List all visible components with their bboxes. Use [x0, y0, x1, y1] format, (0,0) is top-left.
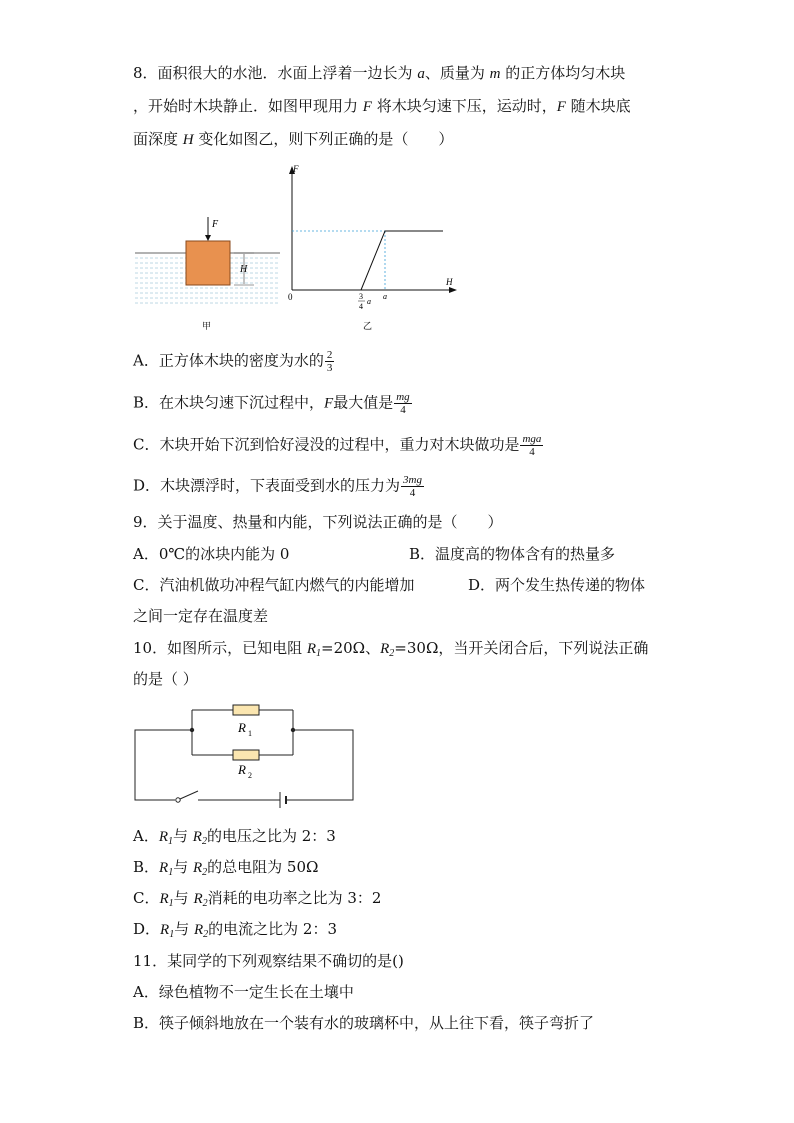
jia-label-F: F: [212, 219, 219, 230]
q9-option-c: C．汽油机做功冲程气缸内燃气的内能增加: [133, 576, 415, 594]
label-r2-sub: 2: [248, 771, 252, 780]
q10-option-a: A．$R_1$与 $R_2$的电压之比为 2：3: [133, 827, 336, 847]
fraction: $\frac{2}{3}$: [326, 349, 333, 374]
jia-caption: 甲: [202, 321, 212, 331]
tick-frac-var: a: [367, 297, 371, 306]
tick-frac-num: 3: [359, 292, 363, 301]
q11-option-a: A．绿色植物不一定生长在土壤中: [133, 983, 354, 1001]
q10-stem-line2: 的是（ ）: [133, 670, 198, 688]
figure-jia: [130, 205, 285, 335]
label-r1-sub: 1: [248, 729, 252, 738]
switch-lever: [180, 791, 198, 799]
resistor-r2: [233, 750, 259, 760]
q8-option-c: C．木块开始下沉到恰好浸没的过程中，重力对木块做功是 $\frac{\text{mga}}{4}$: [133, 433, 542, 458]
q10-option-c: C．$R_1$与 $R_2$消耗的电功率之比为 3：2: [133, 889, 382, 909]
q8-option-b: B．在木块匀速下沉过程中，F最大值是 $\frac{mg}{4}$: [133, 391, 410, 416]
q8-stem-line2: ，开始时木块静止．如图甲现用力 F 将木块匀速下压，运动时，F 随木块底: [133, 97, 631, 115]
fraction: $\frac{\text{mga}}{4}$: [522, 433, 542, 458]
label-r2: R: [238, 762, 246, 777]
q8-option-a: A．正方体木块的密度为水的 $\frac{2}{3}$: [133, 349, 333, 374]
q8-stem-line1: 8．面积很大的水池．水面上浮着一边长为 a、质量为 m 的正方体均匀木块: [133, 64, 626, 82]
fraction: $\frac{mg}{4}$: [396, 391, 410, 416]
q11-stem: 11．某同学的下列观察结果不确切的是(): [133, 952, 404, 970]
wire-right-top: [290, 730, 353, 800]
q10-option-d: D．$R_1$与 $R_2$的电流之比为 2：3: [133, 920, 338, 940]
q9-stem: 9．关于温度、热量和内能，下列说法正确的是（ ）: [133, 513, 503, 531]
q9-option-d: D．两个发生热传递的物体: [468, 576, 646, 594]
junction-right: [291, 728, 295, 732]
jia-label-H: H: [240, 264, 248, 275]
q8-stem-line3: 面深度 H 变化如图乙，则下列正确的是（ ）: [133, 130, 454, 148]
switch-pivot: [176, 798, 180, 802]
yi-label-H: H: [446, 277, 453, 287]
force-depth-graph: [361, 231, 443, 290]
label-r1: R: [238, 720, 246, 735]
yi-label-F: F: [293, 164, 299, 174]
x-axis-arrow: [449, 287, 457, 293]
q11-option-b: B．筷子倾斜地放在一个装有水的玻璃杯中，从上往下看，筷子弯折了: [133, 1014, 595, 1032]
q10-stem-line1: 10．如图所示，已知电阻 $R_1=20\Omega$、$R_2=30\Omega$，当开关闭合后，下列说法正确: [133, 639, 649, 659]
q9-option-a: A．0℃的冰块内能为 0: [133, 545, 290, 563]
junction-left: [190, 728, 194, 732]
figure-yi: [283, 160, 463, 335]
q9-option-b: B．温度高的物体含有的热量多: [409, 545, 616, 563]
fraction: $\frac{3mg}{4}$: [403, 474, 422, 499]
wire-left-top: [135, 730, 192, 800]
q10-option-b: B．$R_1$与 $R_2$的总电阻为 50Ω: [133, 858, 319, 878]
wood-block: [186, 241, 230, 285]
tick-frac-den: 4: [359, 302, 363, 311]
yi-origin: 0: [288, 292, 293, 302]
q9-option-d-cont: 之间一定存在温度差: [133, 607, 269, 625]
yi-caption: 乙: [363, 321, 373, 331]
q8-option-d: D．木块漂浮时，下表面受到水的压力为 $\frac{3mg}{4}$: [133, 474, 422, 499]
circuit-diagram: [130, 700, 360, 808]
force-arrow-head: [205, 235, 211, 241]
resistor-r1: [233, 705, 259, 715]
tick-a: a: [383, 292, 387, 301]
